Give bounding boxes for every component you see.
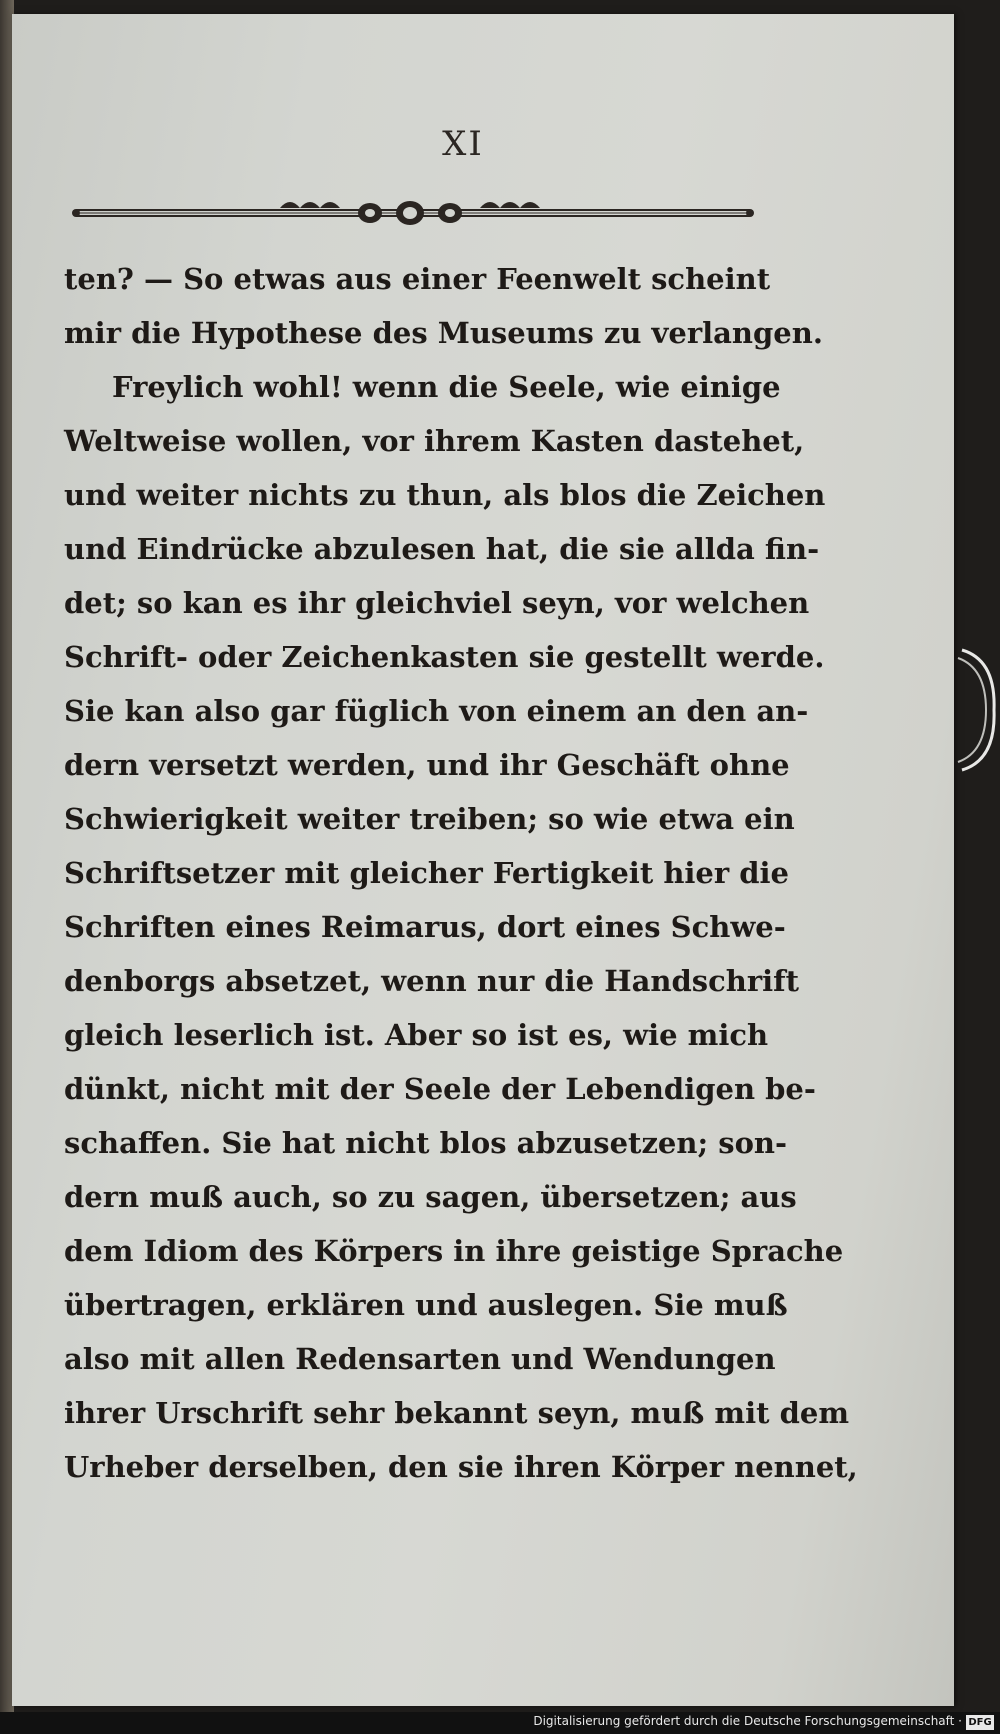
book-page	[12, 14, 954, 1706]
text-line: dern muß auch, so zu sagen, übersetzen; aus	[64, 1180, 797, 1214]
text-line: Urheber derselben, den sie ihren Körper nennet,	[64, 1450, 858, 1484]
text-line: Schrift- oder Zeichenkasten sie gestellt werde.	[64, 640, 825, 674]
text-line: dünkt, nicht mit der Seele der Lebendigen be-	[64, 1072, 816, 1106]
text-line: Schriften eines Reimarus, dort eines Schwe-	[64, 910, 786, 944]
text-line: ihrer Urschrift sehr bekannt seyn, muß mit dem	[64, 1396, 850, 1430]
text-line: übertragen, erklären und auslegen. Sie muß	[64, 1288, 788, 1322]
ornament-rule-icon	[70, 190, 756, 234]
text-line: und weiter nichts zu thun, als blos die Zeichen	[64, 478, 826, 512]
text-line: det; so kan es ihr gleichviel seyn, vor welchen	[64, 586, 810, 620]
dfg-logo: DFG	[966, 1715, 994, 1730]
text-line: und Eindrücke abzulesen hat, die sie allda fin-	[64, 532, 820, 566]
text-line: gleich leserlich ist. Aber so ist es, wie mich	[64, 1018, 769, 1052]
footer-bar	[0, 1712, 1000, 1734]
text-line: denborgs absetzet, wenn nur die Handschrift	[64, 964, 800, 998]
body-text	[64, 252, 858, 1494]
text-line: dem Idiom des Körpers in ihre geistige Sprache	[64, 1234, 844, 1268]
text-line: ten? — So etwas aus einer Feenwelt scheint	[64, 262, 771, 296]
page-clip-icon	[956, 640, 1000, 780]
text-line: Weltweise wollen, vor ihrem Kasten dastehet,	[64, 424, 805, 458]
text-line: Freylich wohl! wenn die Seele, wie einige	[112, 370, 781, 404]
text-line: mir die Hypothese des Museums zu verlangen.	[64, 316, 823, 350]
text-line: Sie kan also gar füglich von einem an den an-	[64, 694, 809, 728]
text-line: Schwierigkeit weiter treiben; so wie etwa ein	[64, 802, 795, 836]
text-line: dern versetzt werden, und ihr Geschäft ohne	[64, 748, 790, 782]
text-line: schaffen. Sie hat nicht blos abzusetzen; son-	[64, 1126, 788, 1160]
text-line: also mit allen Redensarten und Wendungen	[64, 1342, 776, 1376]
footer-credit: Digitalisierung gefördert durch die Deutsche Forschungsgemeinschaft ·	[533, 1714, 962, 1728]
page-number: XI	[442, 124, 484, 164]
text-line: Schriftsetzer mit gleicher Fertigkeit hier die	[64, 856, 789, 890]
